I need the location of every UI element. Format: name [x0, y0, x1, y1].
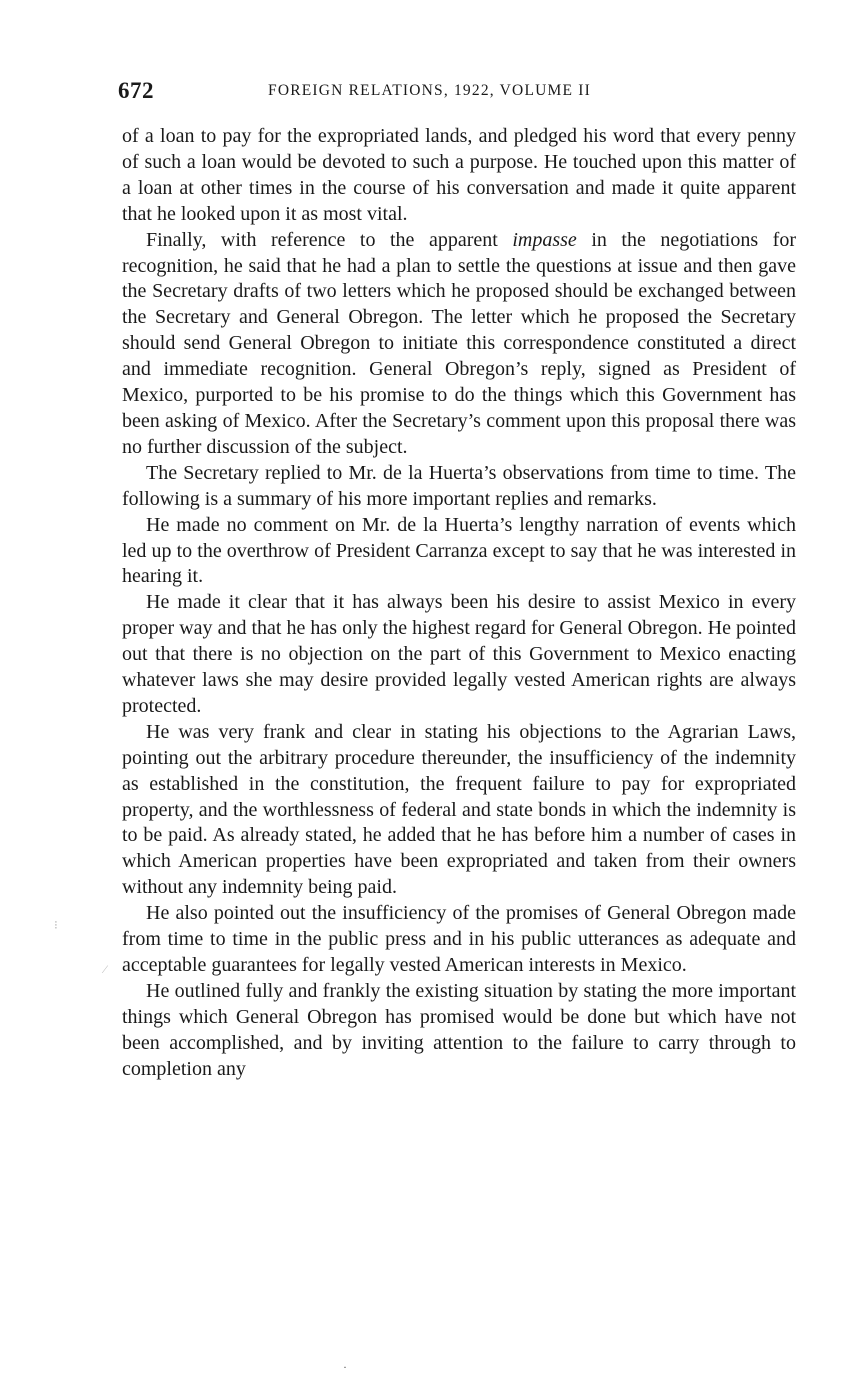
paragraph-secretary-replies: The Secretary replied to Mr. de la Huerta’s observations from time to time. The following is a summary of his more important replies and remarks.	[122, 461, 796, 510]
italic-term: impasse	[512, 228, 577, 251]
page-header	[118, 78, 798, 108]
running-head: FOREIGN RELATIONS, 1922, VOLUME II	[268, 82, 591, 99]
paragraph-text: in the negotiations for recognition, he said that he had a plan to settle the questions at issue and then gave the Secretary drafts of two letters which he proposed should be exchanged between the Secretary and General Obregon. The letter which he proposed the Secretary should send General Obregon to initiate this correspondence constituted a direct and immediate recognition. General Obregon’s reply, signed as President of Mexico, purported to be his promise to do the things which this Government has been asking of Mexico. After the Secretary’s comment upon this proposal there was no further discussion of the subject.	[122, 228, 796, 458]
margin-mark: ⁄	[104, 962, 107, 976]
paragraph-existing-situation: He outlined fully and frankly the existing situation by stating the more important things which General Obregon has promised would be done but which have not been accomplished, and by inviting attention to the failure to carry through to completion any	[122, 979, 796, 1080]
page-number: 672	[118, 78, 154, 103]
paragraph-text: Finally, with reference to the apparent	[146, 228, 513, 251]
margin-mark: ⁝	[54, 918, 58, 932]
scan-speck: ·	[343, 1360, 347, 1374]
paragraph-desire-to-assist: He made it clear that it has always been his desire to assist Mexico in every proper way and that he has only the highest regard for General Obregon. He pointed out that there is no objection on the part of this Government to Mexico enacting whatever laws she may desire provided legally vested American rights are always protected.	[122, 591, 796, 717]
paragraph-no-comment: He made no comment on Mr. de la Huerta’s lengthy narration of events which led up to the overthrow of President Carranza except to say that he was interested in hearing it.	[122, 513, 796, 588]
paragraph-continued: of a loan to pay for the expropriated lands, and pledged his word that every penny of such a loan would be devoted to such a purpose. He touched upon this matter of a loan at other times in the course of his conversation and made it quite apparent that he looked upon it as most vital.	[122, 125, 796, 225]
paragraph-agrarian-laws: He was very frank and clear in stating his objections to the Agrarian Laws, pointing out the arbitrary procedure thereunder, the insufficiency of the indemnity as established in the constitution, the frequent failure to pay for expropriated property, and the worthlessness of federal and state bonds in which the indemnity is to be paid. As already stated, he added that he has before him a number of cases in which American properties have been expropriated and taken from their owners without any indemnity being paid.	[122, 720, 796, 899]
paragraph-insufficient-promises: He also pointed out the insufficiency of the promises of General Obregon made from time to time in the public press and in his public utterances as adequate and acceptable guarantees for legally vested American interests in Mexico.	[122, 902, 796, 976]
body-text	[122, 124, 796, 1083]
paragraph-recognition-plan	[122, 228, 796, 461]
